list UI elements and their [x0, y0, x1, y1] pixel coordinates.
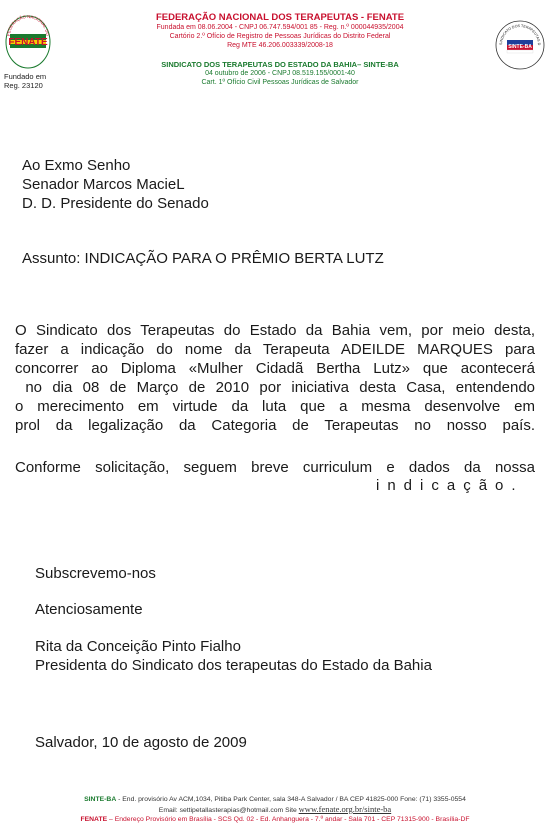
- fundado-line: Fundado em: [4, 72, 47, 81]
- footer-sinte-address: - End. provisório Av ACM,1034, Pitiba Park Center, sala 348-A Salvador / BA CEP 41825-000 Fone: (71) 3355-0554: [116, 796, 466, 803]
- signature-block: [35, 637, 432, 675]
- footer-site-link[interactable]: www.fenate.org.br/sinte-ba: [298, 804, 392, 814]
- footer-fenate: [0, 815, 550, 824]
- footer-email: Email: settipetallasterapias@hotmail.com Site: [158, 807, 299, 814]
- paragraph-line: no dia 08 de Março de 2010 por iniciativa desta Casa, entendendo: [15, 379, 535, 396]
- subscrevemo-text: Subscrevemo-nos: [35, 565, 156, 582]
- paragraph-line: prol da legalização da Categoria de Terapeutas no nosso país.: [15, 417, 535, 434]
- address-line: D. D. Presidente do Senado: [22, 195, 209, 212]
- indicacao-word: indicação.: [376, 477, 524, 494]
- fundado-line: Reg. 23120: [4, 81, 43, 90]
- federation-line: Reg MTE 46.206.003339/2008-18: [227, 42, 333, 49]
- federation-header: [60, 12, 500, 50]
- sinte-logo-text: SINTE-BA: [508, 44, 532, 50]
- address-line: Senador Marcos MacieL: [22, 176, 185, 193]
- fundado-note: [4, 72, 46, 90]
- federation-title: FEDERAÇÃO NACIONAL DOS TERAPEUTAS - FENATE: [155, 12, 405, 23]
- footer-sinte: [0, 795, 550, 804]
- sinte-ba-logo: [494, 14, 546, 76]
- footer-sinte-label: SINTE-BA: [84, 796, 117, 803]
- sinte-logo-ring: SINDICATO DOS TERAPEUTAS D: [498, 23, 542, 46]
- address-line: Ao Exmo Senho: [22, 157, 131, 174]
- fenate-logo: [4, 14, 52, 70]
- second-paragraph: Conforme solicitação, seguem breve curriculum e dados da nossa: [15, 459, 535, 476]
- fenate-logo-ring: FEDERAÇÃO NACIONAL DO: [5, 14, 51, 37]
- federation-line: Cartório 2.º Ofício de Registro de Pessoas Jurídicas do Distrito Federal: [169, 33, 391, 40]
- paragraph-line: O Sindicato dos Terapeutas do Estado da Bahia vem, por meio desta,: [15, 322, 535, 339]
- footer-fenate-label: FENATE: [80, 816, 108, 823]
- letter-date: Salvador, 10 de agosto de 2009: [35, 734, 247, 751]
- footer-fenate-address: – Endereço Provisório em Brasília - SCS Qd. 02 - Ed. Anhanguera - 7.º andar - Sala 701 - CEP 71315-900 - Brasília-DF: [107, 816, 470, 823]
- main-paragraph: [15, 321, 535, 435]
- union-line: 04 outubro de 2006 - CNPJ 08.519.155/0001-40: [205, 70, 355, 77]
- federation-line: Fundada em 08.06.2004 - CNPJ 06.747.594/001 85 - Reg. n.º 000044935/2004: [156, 24, 404, 31]
- paragraph-line: o merecimento em virtude da luta que a mesma desenvolve em: [15, 398, 535, 415]
- recipient-address: [22, 156, 209, 213]
- union-header: [60, 60, 500, 87]
- paragraph-line: fazer a indicação do nome da Terapeuta ADEILDE MARQUES para: [15, 341, 535, 358]
- footer-contact: [0, 805, 550, 815]
- subject-line: Assunto: INDICAÇÃO PARA O PRÊMIO BERTA LUTZ: [22, 250, 384, 267]
- fenate-logo-text: FENATE: [8, 37, 48, 48]
- closing-text: Atenciosamente: [35, 601, 143, 618]
- union-title: SINDICATO DOS TERAPEUTAS DO ESTADO DA BAHIA– SINTE-BA: [161, 60, 399, 69]
- union-line: Cart. 1º Ofício Civil Pessoas Jurídicas de Salvador: [201, 79, 359, 86]
- signer-title: Presidenta do Sindicato dos terapeutas do Estado da Bahia: [35, 657, 432, 674]
- signer-name: Rita da Conceição Pinto Fialho: [35, 638, 241, 655]
- paragraph-line: concorrer ao Diploma «Mulher Cidadã Bertha Lutz» que acontecerá: [15, 360, 535, 377]
